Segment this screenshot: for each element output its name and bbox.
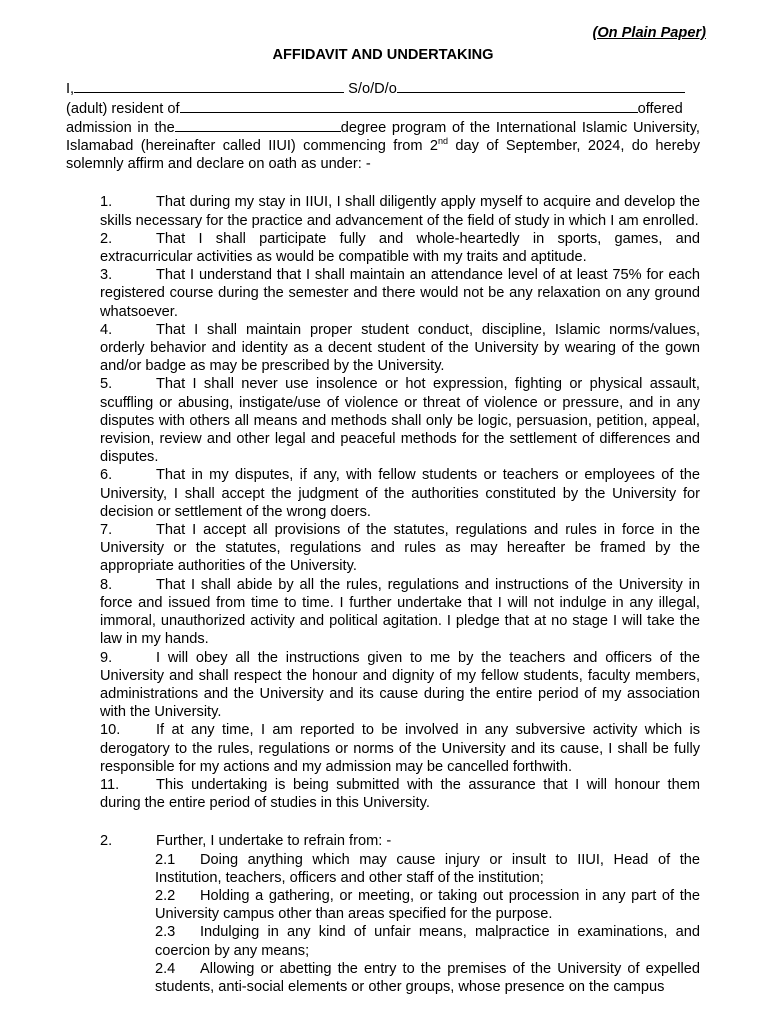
sub-item xyxy=(155,923,700,959)
sub-item-number: 2.4 xyxy=(155,960,176,977)
parent-name-blank[interactable] xyxy=(397,79,685,93)
item-text: That I shall abide by all the rules, regulations and instructions of the University in force and issued from time to time. I further undertake that I will not indulge in any illegal, immoral, unauthorized activity and political agitation. I pledge that at no stage I will take the law in my hands. xyxy=(100,576,700,648)
undertaking-list xyxy=(100,193,700,812)
offered-label: offered xyxy=(637,100,683,117)
list-item xyxy=(100,521,700,576)
list-item xyxy=(100,721,700,776)
item-number: 8. xyxy=(100,576,113,593)
intro-line-2 xyxy=(66,99,700,118)
plain-paper-note: (On Plain Paper) xyxy=(592,25,706,41)
sub-item-number: 2.3 xyxy=(155,924,176,941)
item-number: 1. xyxy=(100,194,113,211)
intro-rest xyxy=(66,118,700,174)
list-item xyxy=(100,230,700,266)
section-2-subitems xyxy=(155,851,700,997)
section-2 xyxy=(100,832,700,850)
item-number: 2. xyxy=(100,230,113,247)
sub-item xyxy=(155,851,700,887)
affidavit-page xyxy=(66,24,706,996)
list-item xyxy=(100,649,700,722)
list-item xyxy=(100,266,700,321)
item-text: That I shall participate fully and whole-heartedly in sports, games, and extracurricular activities as would be compatible with my traits and aptitude. xyxy=(100,230,700,266)
section-number: 2. xyxy=(100,833,113,850)
list-item xyxy=(100,375,700,466)
intro-line-1 xyxy=(66,79,700,98)
item-number: 11. xyxy=(100,776,120,793)
item-text: That I shall maintain proper student conduct, discipline, Islamic norms/values, orderly behavior and identity as a decent student of the University by wearing of the gown and/or badge as may be prescribed by the University. xyxy=(100,321,700,375)
item-text: That during my stay in IIUI, I shall diligently apply myself to acquire and develop the skills necessary for the practice and advancement of the field of study in which I am enrolled. xyxy=(100,194,700,229)
sub-item-text: Holding a gathering, or meeting, or taking out procession in any part of the University campus other than areas specified for the purpose. xyxy=(155,887,700,923)
admission-label: admission in the xyxy=(66,119,175,136)
item-number: 6. xyxy=(100,467,113,484)
item-text: That I accept all provisions of the statutes, regulations and rules in force in the University or the statutes, regulations and rules as may hereafter be framed by the appropriate authorities of the University. xyxy=(100,522,700,575)
item-text: I will obey all the instructions given to me by the teachers and officers of the University and shall respect the honour and dignity of my fellow students, faculty members, administrations and the University and its cause during the entire period of my association with the University. xyxy=(100,649,700,721)
sub-item-number: 2.1 xyxy=(155,851,176,868)
item-text: That I understand that I shall maintain an attendance level of at least 75% for each registered course during the semester and there would not be any relaxation on any ground whatsoever. xyxy=(100,267,700,320)
section-2-lead xyxy=(100,832,700,850)
name-blank[interactable] xyxy=(74,79,344,93)
intro-closing: day of September, 2024, do hereby solemnly affirm and declare on oath as under: - xyxy=(66,138,700,173)
program-text: degree program of the International Islamic University, Islamabad (hereinafter called IIUI) commencing from 2 xyxy=(66,119,700,155)
page-title: AFFIDAVIT AND UNDERTAKING xyxy=(272,47,494,64)
sub-item-text: Allowing or abetting the entry to the premises of the University of expelled students, anti-social elements or other groups, whose presence on the campus xyxy=(155,960,700,995)
sub-item xyxy=(155,960,700,996)
list-item xyxy=(100,576,700,649)
resident-label: (adult) resident of xyxy=(66,100,180,117)
item-number: 7. xyxy=(100,522,113,539)
item-number: 9. xyxy=(100,649,113,666)
list-item xyxy=(100,776,700,812)
item-text: This undertaking is being submitted with the assurance that I will honour them during the entire period of studies in this University. xyxy=(100,776,700,812)
intro-paragraph xyxy=(66,79,700,173)
list-item xyxy=(100,466,700,521)
sub-item-number: 2.2 xyxy=(155,887,176,904)
relation-label: S/o/D/o xyxy=(348,81,397,98)
item-text: If at any time, I am reported to be involved in any subversive activity which is derogatory to the rules, regulations or norms of the University and its cause, I shall be fully responsible for my actions and my admission may be cancelled forthwith. xyxy=(100,722,700,775)
address-blank[interactable] xyxy=(180,99,638,113)
item-number: 4. xyxy=(100,321,113,338)
program-blank[interactable] xyxy=(175,118,341,132)
item-number: 3. xyxy=(100,267,113,284)
intro-i: I, xyxy=(66,81,75,98)
list-item xyxy=(100,321,700,376)
sub-item-text: Indulging in any kind of unfair means, malpractice in examinations, and coercion by any means; xyxy=(155,924,700,959)
item-text: That in my disputes, if any, with fellow students or teachers or employees of the University, I shall accept the judgment of the authorities constituted by the University for decision or settlement of the wrong doers. xyxy=(100,467,700,520)
sub-item xyxy=(155,887,700,923)
item-number: 10. xyxy=(100,722,121,739)
item-number: 5. xyxy=(100,376,113,393)
item-text: That I shall never use insolence or hot expression, fighting or physical assault, scuffling or abusing, instigate/use of violence or threat of violence or pressure, and in any disputes with others all means and methods shall only be logic, persuasion, petition, appeal, revision, review and other legal and peaceful methods for the settlement of differences and disputes. xyxy=(100,376,700,466)
ordinal-suffix: nd xyxy=(437,136,448,147)
list-item xyxy=(100,193,700,229)
section-lead-text: Further, I undertake to refrain from: - xyxy=(156,833,392,850)
sub-item-text: Doing anything which may cause injury or insult to IIUI, Head of the Institution, teachers, officers and other staff of the institution; xyxy=(155,851,700,886)
